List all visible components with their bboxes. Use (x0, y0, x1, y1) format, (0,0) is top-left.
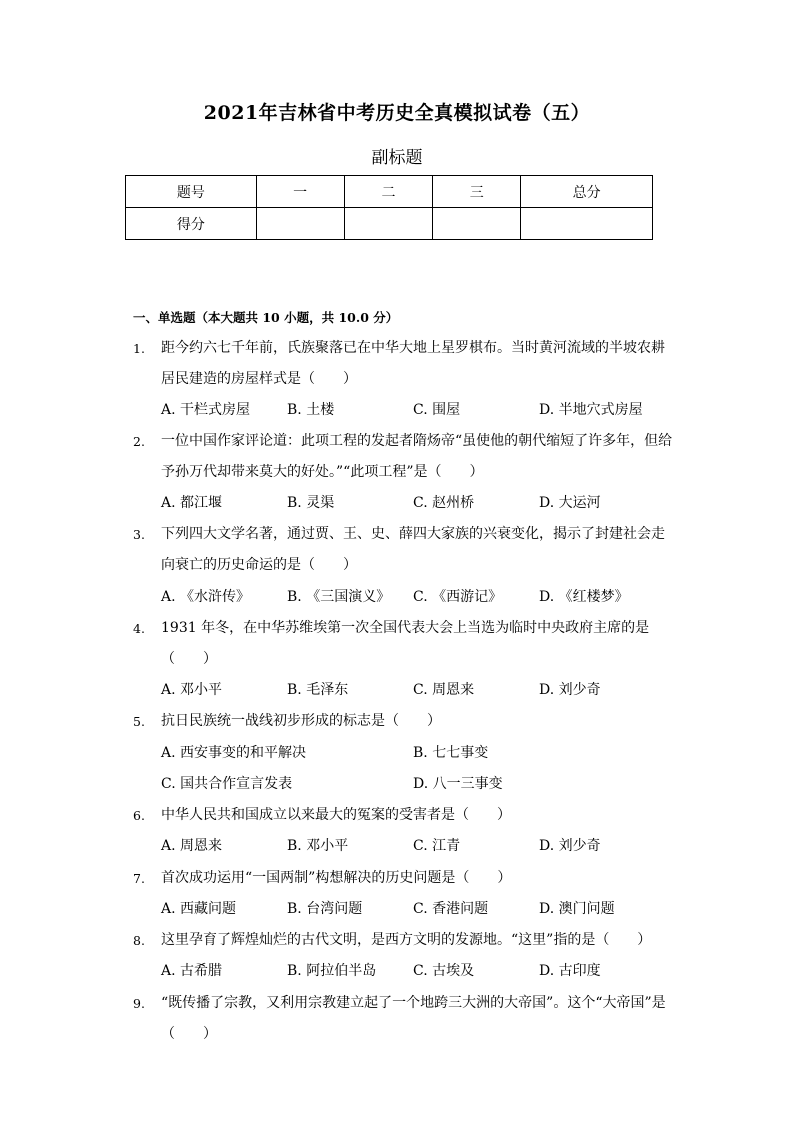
option-c[interactable]: C. 国共合作宣言发表 (161, 776, 293, 792)
question (133, 925, 673, 956)
option-row (161, 956, 681, 987)
question (133, 519, 673, 581)
question (133, 706, 673, 737)
option-row (161, 894, 681, 925)
option-d[interactable]: D. 大运河 (539, 495, 601, 511)
option-b[interactable]: B. 阿拉伯半岛 (287, 963, 377, 979)
question-number: 8. (133, 933, 145, 948)
option-d[interactable]: D. 八一三事变 (413, 776, 503, 792)
option-row (161, 769, 681, 800)
option-d[interactable]: D. 刘少奇 (539, 682, 601, 698)
question (133, 613, 673, 675)
question-text: “既传播了宗教，又利用宗教建立起了一个地跨三大洲的大帝国”。这个“大帝国”是（ ） (161, 995, 666, 1042)
question (133, 333, 673, 395)
question-number: 3. (133, 527, 145, 542)
option-d[interactable]: D. 刘少奇 (539, 838, 601, 854)
question-number: 5. (133, 714, 145, 729)
question-text: 一位中国作家评论道：此项工程的发起者隋炀帝“虽使他的朝代缩短了许多年，但给予孙万代却带来莫大的好处。”“此项工程”是（ ） (161, 433, 673, 480)
question (133, 426, 673, 488)
question-number: 9. (133, 996, 145, 1011)
option-a[interactable]: A. 西安事变的和平解决 (161, 745, 307, 761)
option-a[interactable]: A. 都江堰 (161, 495, 223, 511)
score-table (125, 175, 653, 240)
score-table-header-row (126, 176, 653, 208)
option-row (161, 831, 681, 862)
option-c[interactable]: C. 江青 (413, 838, 461, 854)
option-row (161, 675, 681, 706)
question-number: 6. (133, 808, 145, 823)
option-c[interactable]: C. 赵州桥 (413, 495, 475, 511)
question-text: 下列四大文学名著，通过贾、王、史、薛四大家族的兴衰变化，揭示了封建社会走向衰亡的历史命运的是（ ） (161, 526, 665, 573)
option-c[interactable]: C. 围屋 (413, 402, 461, 418)
option-d[interactable]: D. 《红楼梦》 (539, 589, 629, 605)
option-b[interactable]: B. 灵渠 (287, 495, 335, 511)
option-c[interactable]: C. 古埃及 (413, 963, 475, 979)
option-row (161, 582, 681, 613)
exam-subtitle: 副标题 (371, 148, 423, 168)
score-cell (344, 208, 433, 240)
option-row (161, 395, 681, 426)
section-heading: 一、单选题（本大题共 10 小题，共 10.0 分） (133, 310, 399, 325)
option-b[interactable]: B. 《三国演义》 (287, 589, 391, 605)
score-header-cell: 总分 (521, 176, 653, 208)
option-a[interactable]: A. 《水浒传》 (161, 589, 251, 605)
question-text: 抗日民族统一战线初步形成的标志是（ ） (161, 713, 441, 729)
question-text: 距今约六七千年前，氏族聚落已在中华大地上星罗棋布。当时黄河流域的半坡农耕居民建造的房屋样式是（ ） (161, 340, 665, 387)
question-text: 首次成功运用“一国两制”构想解决的历史问题是（ ） (161, 870, 512, 886)
score-cell (433, 208, 521, 240)
option-d[interactable]: D. 古印度 (539, 963, 601, 979)
score-cell (521, 208, 653, 240)
option-a[interactable]: A. 干栏式房屋 (161, 402, 251, 418)
option-b[interactable]: B. 邓小平 (287, 838, 349, 854)
score-cell (256, 208, 344, 240)
score-header-cell: 二 (344, 176, 433, 208)
option-c[interactable]: C. 《西游记》 (413, 589, 503, 605)
question-text: 中华人民共和国成立以来最大的冤案的受害者是（ ） (161, 807, 511, 823)
question-number: 1. (133, 341, 145, 356)
score-table-score-row (126, 208, 653, 240)
option-a[interactable]: A. 西藏问题 (161, 901, 237, 917)
option-c[interactable]: C. 周恩来 (413, 682, 475, 698)
option-d[interactable]: D. 半地穴式房屋 (539, 402, 643, 418)
question (133, 800, 673, 831)
question-number: 7. (133, 871, 145, 886)
question-text: 这里孕育了辉煌灿烂的古代文明，是西方文明的发源地。“这里”指的是（ ） (161, 932, 652, 948)
option-b[interactable]: B. 七七事变 (413, 745, 489, 761)
question-number: 4. (133, 621, 145, 636)
exam-title: 2021年吉林省中考历史全真模拟试卷（五） (203, 102, 591, 124)
question-number: 2. (133, 434, 145, 449)
option-row (161, 738, 681, 769)
option-a[interactable]: A. 古希腊 (161, 963, 223, 979)
option-b[interactable]: B. 毛泽东 (287, 682, 349, 698)
question (133, 988, 673, 1050)
score-header-cell: 题号 (126, 176, 257, 208)
option-b[interactable]: B. 土楼 (287, 402, 335, 418)
option-d[interactable]: D. 澳门问题 (539, 901, 615, 917)
option-a[interactable]: A. 周恩来 (161, 838, 223, 854)
option-row (161, 488, 681, 519)
score-header-cell: 三 (433, 176, 521, 208)
question (133, 863, 673, 894)
option-c[interactable]: C. 香港问题 (413, 901, 489, 917)
score-row-label: 得分 (126, 208, 257, 240)
option-a[interactable]: A. 邓小平 (161, 682, 223, 698)
option-b[interactable]: B. 台湾问题 (287, 901, 363, 917)
score-header-cell: 一 (256, 176, 344, 208)
question-text: 1931 年冬，在中华苏维埃第一次全国代表大会上当选为临时中央政府主席的是（ ） (161, 620, 650, 667)
